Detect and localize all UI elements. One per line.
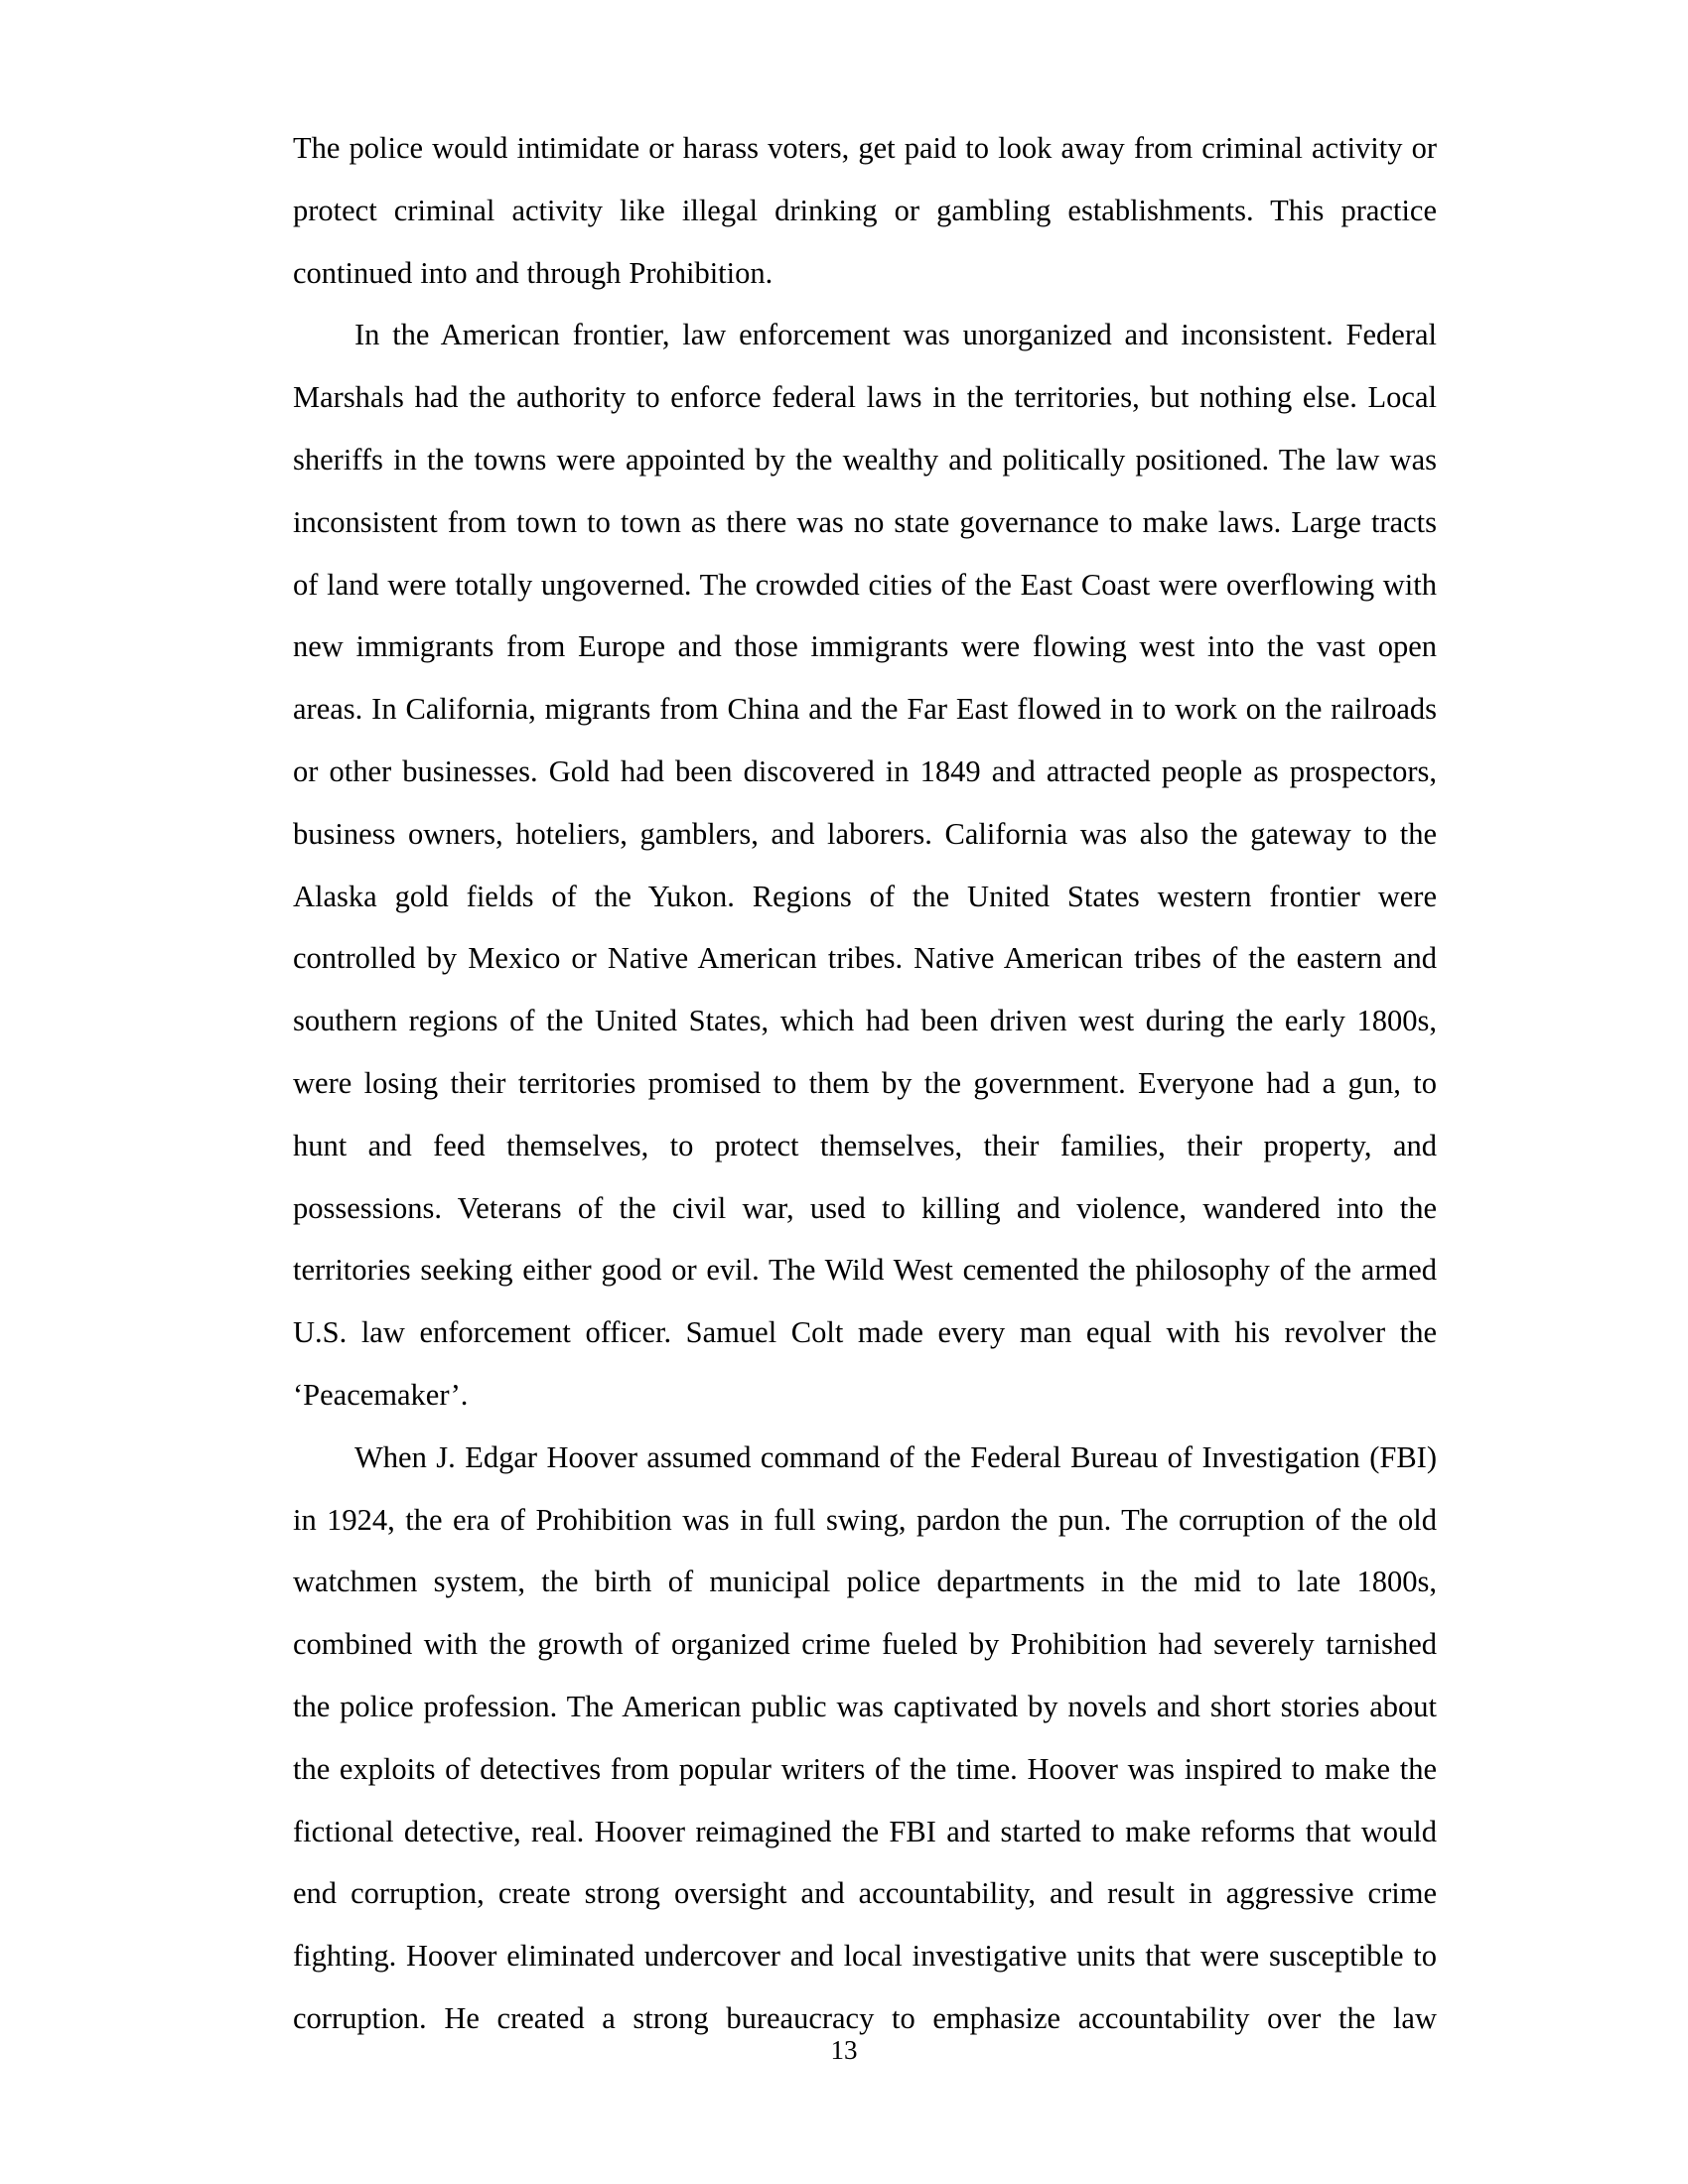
page-number: 13	[830, 2035, 858, 2065]
body-text-column	[293, 117, 1437, 2050]
paragraph-police-corruption: The police would intimidate or harass voters, get paid to look away from criminal activity or protect criminal activity like illegal drinking or gambling establishments. This practice continued into and through Prohibition.	[293, 131, 1437, 290]
paragraph-hoover-fbi: When J. Edgar Hoover assumed command of the Federal Bureau of Investigation (FBI) in 1924, the era of Prohibition was in full swing, pardon the pun. The corruption of the old watchmen system, the birth of municipal police departments in the mid to late 1800s, combined with the growth of organized crime fueled by Prohibition had severely tarnished the police profession. The American public was captivated by novels and short stories about the exploits of detectives from popular writers of the time. Hoover was inspired to make the fictional detective, real. Hoover reimagined the FBI and started to make reforms that would end corruption, create strong oversight and accountability, and result in aggressive crime fighting. Hoover eliminated undercover and local investigative units that were susceptible to corruption. He created a strong bureaucracy to emphasize accountability over the law	[293, 1439, 1437, 2035]
paragraph-american-frontier: In the American frontier, law enforcement was unorganized and inconsistent. Federal Marshals had the authority to enforce federal laws in the territories, but nothing else. Local sheriffs in the towns were appointed by the wealthy and politically positioned. The law was inconsistent from town to town as there was no state governance to make laws. Large tracts of land were totally ungoverned. The crowded cities of the East Coast were overflowing with new immigrants from Europe and those immigrants were flowing west into the vast open areas. In California, migrants from China and the Far East flowed in to work on the railroads or other businesses. Gold had been discovered in 1849 and attracted people as prospectors, business owners, hoteliers, gamblers, and laborers. California was also the gateway to the Alaska gold fields of the Yukon. Regions of the United States western frontier were controlled by Mexico or Native American tribes. Native American tribes of the eastern and southern regions of the United States, which had been driven west during the early 1800s, were losing their territories promised to them by the government. Everyone had a gun, to hunt and feed themselves, to protect themselves, their families, their property, and possessions. Veterans of the civil war, used to killing and violence, wandered into the territories seeking either good or evil. The Wild West cemented the philosophy of the armed U.S. law enforcement officer. Samuel Colt made every man equal with his revolver the ‘Peacemaker’.	[293, 318, 1437, 1412]
